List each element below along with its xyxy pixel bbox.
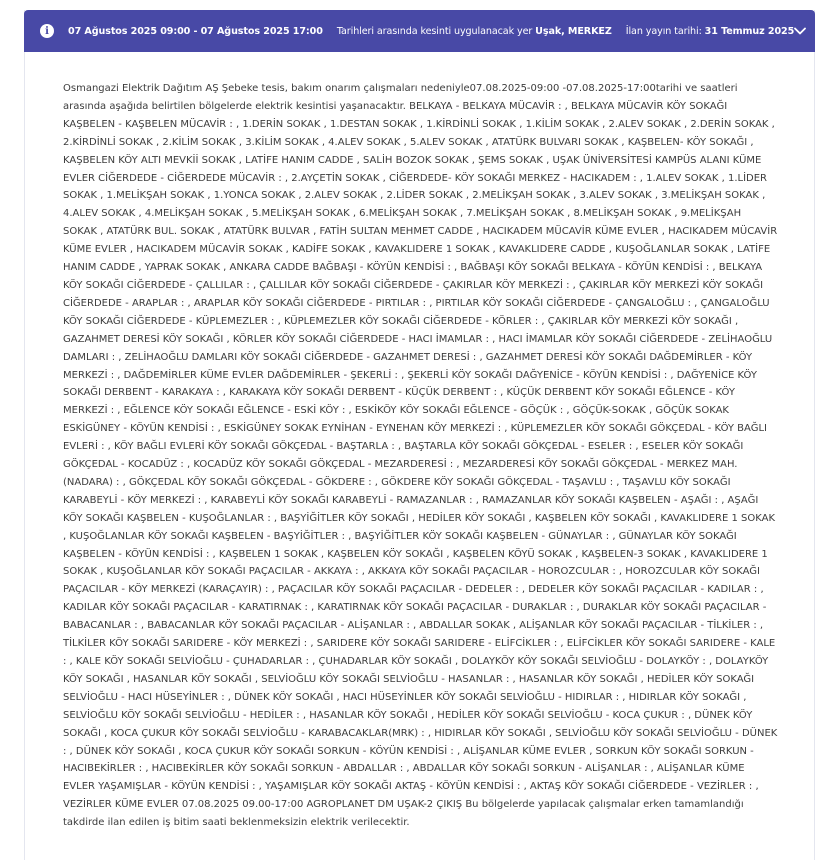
outage-location: Uşak, MERKEZ [535,25,612,37]
outage-notice-body [25,52,814,832]
outage-notice-text: Osmangazi Elektrik Dağıtım AŞ Şebeke tesis, bakım onarım çalışmaları nedeniyle07.08.2025-09:00 -07.08.2025-17:00tarihi ve saatleri arasında aşağıda belirtilen bölgelerde elektrik kesintisi yaşanacaktır. BELKAYA - BELKAYA MÜCAVİR : , BELKAYA MÜCAVİR KÖY SOKAĞI KAŞBELEN - KAŞBELEN MÜCAVİR : , 1.DERİN SOKAK , 1.DESTAN SOKAK , 1.KİRDİNLİ SOKAK , 1.KİLİM SOKAK , 2.ALEV SOKAK , 2.DERİN SOKAK , 2.KİRDİNLİ SOKAK , 2.KİLİM SOKAK , 3.KİLİM SOKAK , 4.ALEV SOKAK , 5.ALEV SOKAK , ATATÜRK BULVARI SOKAK , KAŞBELEN- KÖY SOKAĞI , KAŞBELEN KÖY ALTI MEVKİİ SOKAK , LATİFE HANIM CADDE , SALİH BOZOK SOKAK , ŞEMS SOKAK , UŞAK ÜNİVERSİTESİ KAMPÜS ALANI KÜME EVLER CİĞERDEDE - CİĞERDEDE MÜCAVİR : , 2.AYÇETİN SOKAK , CİĞERDEDE- KÖY SOKAĞI MERKEZ - HACIKADEM : , 1.ALEV SOKAK , 1.LİDER SOKAK , 1.MELİKŞAH SOKAK , 1.YONCA SOKAK , 2.ALEV SOKAK , 2.LİDER SOKAK , 2.MELİKŞAH SOKAK , 3.ALEV SOKAK , 3.MELİKŞAH SOKAK , 4.ALEV SOKAK , 4.MELİKŞAH SOKAK , 5.MELİKŞAH SOKAK , 6.MELİKŞAH SOKAK , 7.MELİKŞAH SOKAK , 8.MELİKŞAH SOKAK , 9.MELİKŞAH SOKAK , ATATÜRK BUL. SOKAK , ATATÜRK BULVAR , FATİH SULTAN MEHMET CADDE , HACIKADEM MÜCAVİR KÜME EVLER , HACIKADEM MÜCAVİR KÜME EVLER , HACIKADEM MÜCAVİR SOKAK , KADİFE SOKAK , KAVAKLIDERE 1 SOKAK , KAVAKLIDERE CADDE , KUŞOĞLANLAR SOKAK , LATİFE HANIM CADDE , YAPRAK SOKAK , ANKARA CADDE BAĞBAŞI - KÖYÜN KENDİSİ : , BAĞBAŞI KÖY SOKAĞI BELKAYA - KÖYÜN KENDİSİ : , BELKAYA KÖY SOKAĞI CİĞERDEDE - ÇALLILAR : , ÇALLILAR KÖY SOKAĞI CİĞERDEDE - ÇAKIRLAR KÖY MERKEZİ : , ÇAKIRLAR KÖY MERKEZİ KÖY SOKAĞI CİĞERDEDE - ARAPLAR : , ARAPLAR KÖY SOKAĞI CİĞERDEDE - PIRTILAR : , PIRTILAR KÖY SOKAĞI CİĞERDEDE - ÇANGALOĞLU : , ÇANGALOĞLU KÖY SOKAĞI CİĞERDEDE - KÜPLEMEZLER : , KÜPLEMEZLER KÖY SOKAĞI CİĞERDEDE - KÖRLER : , ÇAKIRLAR KÖY MERKEZİ KÖY SOKAĞI , GAZAHMET DERESİ KÖY SOKAĞI , KÖRLER KÖY SOKAĞI CİĞERDEDE - HACI İMAMLAR : , HACI İMAMLAR KÖY SOKAĞI CİĞERDEDE - ZELİHAOĞLU DAMLARI : , ZELİHAOĞLU DAMLARI KÖY SOKAĞI CİĞERDEDE - GAZAHMET DERESİ : , GAZAHMET DERESİ KÖY SOKAĞI DAĞDEMİRLER - KÖY MERKEZİ : , DAĞDEMİRLER KÜME EVLER DAĞDEMİRLER - ŞEKERLİ : , ŞEKERLİ KÖY SOKAĞI DAĞYENİCE - KÖYÜN KENDİSİ : , DAĞYENİCE KÖY SOKAĞI DERBENT - KARAKAYA : , KARAKAYA KÖY SOKAĞI DERBENT - KÜÇÜK DERBENT : , KÜÇÜK DERBENT KÖY SOKAĞI EĞLENCE - KÖY MERKEZİ : , EĞLENCE KÖY SOKAĞI EĞLENCE - ESKİ KÖY : , ESKİKÖY KÖY SOKAĞI EĞLENCE - GÖÇÜK : , GÖÇÜK-SOKAK , GÖÇÜK SOKAK ESKİGÜNEY - KÖYÜN KENDİSİ : , ESKİGÜNEY SOKAK EYNİHAN - EYNEHAN KÖY MERKEZİ : , KÜPLEMEZLER KÖY SOKAĞI GÖKÇEDAL - KÖY BAĞLI EVLERİ : , KÖY BAĞLI EVLERİ KÖY SOKAĞI GÖKÇEDAL - BAŞTARLA : , BAŞTARLA KÖY SOKAĞI GÖKÇEDAL - ESELER : , ESELER KÖY SOKAĞI GÖKÇEDAL - KOCADÜZ : , KOCADÜZ KÖY SOKAĞI GÖKÇEDAL - MEZARDERESİ : , MEZARDERESİ KÖY SOKAĞI GÖKÇEDAL - MERKEZ MAH. (NADARA) : , GÖKÇEDAL KÖY SOKAĞI GÖKÇEDAL - GÖKDERE : , GÖKDERE KÖY SOKAĞI GÖKÇEDAL - TAŞAVLU : , TAŞAVLU KÖY SOKAĞI KARABEYLİ - KÖY MERKEZİ : , KARABEYLİ KÖY SOKAĞI KARABEYLİ - RAMAZANLAR : , RAMAZANLAR KÖY SOKAĞI KAŞBELEN - AŞAĞI : , AŞAĞI KÖY SOKAĞI KAŞBELEN - KUŞOĞLANLAR : , BAŞYİĞİTLER KÖY SOKAĞI , HEDİLER KÖY SOKAĞI , KAŞBELEN KÖY SOKAĞI , KAVAKLIDERE 1 SOKAK , KUŞOĞLANLAR KÖY SOKAĞI KAŞBELEN - BAŞYİĞİTLER : , BAŞYİĞİTLER KÖY SOKAĞI KAŞBELEN - GÜNAYLAR : , GÜNAYLAR KÖY SOKAĞI KAŞBELEN - KÖYÜN KENDİSİ : , KAŞBELEN 1 SOKAK , KAŞBELEN KÖY SOKAĞI , KAŞBELEN KÖYÜ SOKAK , KAŞBELEN-3 SOKAK , KAVAKLIDERE 1 SOKAK , KUŞOĞLANLAR KÖY SOKAĞI PAÇACILAR - AKKAYA : , AKKAYA KÖY SOKAĞI PAÇACILAR - HOROZCULAR : , HOROZCULAR KÖY SOKAĞI PAÇACILAR - KÖY MERKEZİ (KARAÇAYIR) : , PAÇACILAR KÖY SOKAĞI PAÇACILAR - DEDELER : , DEDELER KÖY SOKAĞI PAÇACILAR - KADILAR : , KADILAR KÖY SOKAĞI PAÇACILAR - KARATIRNAK : , KARATIRNAK KÖY SOKAĞI PAÇACILAR - DURAKLAR : , DURAKLAR KÖY SOKAĞI PAÇACILAR - BABACANLAR : , BABACANLAR KÖY SOKAĞI PAÇACILAR - ALİŞANLAR : , ABDALLAR SOKAK , ALİŞANLAR KÖY SOKAĞI PAÇACILAR - TİLKİLER : , TİLKİLER KÖY SOKAĞI SARIDERE - KÖY MERKEZİ : , SARIDERE KÖY SOKAĞI SARIDERE - ELİFCİKLER : , ELİFCİKLER KÖY SOKAĞI SARIDERE - KALE : , KALE KÖY SOKAĞI SELVİOĞLU - ÇUHADARLAR : , ÇUHADARLAR KÖY SOKAĞI , DOLAYKÖY KÖY SOKAĞI SELVİOĞLU - DOLAYKÖY : , DOLAYKÖY KÖY SOKAĞI , HASANLAR KÖY SOKAĞI , SELVİOĞLU KÖY SOKAĞI SELVİOĞLU - HASANLAR : , HASANLAR KÖY SOKAĞI , HEDİLER KÖY SOKAĞI SELVİOĞLU - HACI HÜSEYİNLER : , DÜNEK KÖY SOKAĞI , HACI HÜSEYİNLER KÖY SOKAĞI SELVİOĞLU - HIDIRLAR : , HIDIRLAR KÖY SOKAĞI , SELVİOĞLU KÖY SOKAĞI SELVİOĞLU - HEDİLER : , HASANLAR KÖY SOKAĞI , HEDİLER KÖY SOKAĞI SELVİOĞLU - KOCA ÇUKUR : , DÜNEK KÖY SOKAĞI , KOCA ÇUKUR KÖY SOKAĞI SELVİOĞLU - KARABACAKLAR(MRK) : , HIDIRLAR KÖY SOKAĞI , SELVİOĞLU KÖY SOKAĞI SELVİOĞLU - DÜNEK : , DÜNEK KÖY SOKAĞI , KOCA ÇUKUR KÖY SOKAĞI SORKUN - KÖYÜN KENDİSİ : , ALİŞANLAR KÜME EVLER , SORKUN KÖY SOKAĞI SORKUN - HACIBEKİRLER : , HACIBEKİRLER KÖY SOKAĞI SORKUN - ABDALLAR : , ABDALLAR KÖY SOKAĞI SORKUN - ALİŞANLAR : , ALİŞANLAR KÜME EVLER YAŞAMIŞLAR - KÖYÜN KENDİSİ : , YAŞAMIŞLAR KÖY SOKAĞI AKTAŞ - KÖYÜN KENDİSİ : , AKTAŞ KÖY SOKAĞI CİĞERDEDE - VEZİRLER : , VEZİRLER KÜME EVLER 07.08.2025 09.00-17:00 AGROPLANET DM UŞAK-2 ÇIKIŞ Bu bölgelerde yapılacak çalışmalar erken tamamlandığı takdirde ilan edilen iş bitim saati beklenmeksizin elektrik verilecektir. [63,83,778,829]
header-text [68,26,794,37]
publish-prefix: İlan yayın tarihi: [625,25,702,37]
outage-notice-header[interactable] [24,10,815,52]
location-prefix: Tarihleri arasında kesinti uygulanacak yer [336,25,533,37]
outage-notice-card [24,10,815,860]
info-icon: i [40,24,54,38]
publish-date: 31 Temmuz 2025 [704,25,795,37]
outage-date-range: 07 Ağustos 2025 09:00 - 07 Ağustos 2025 17:00 [68,25,323,37]
chevron-down-icon[interactable] [794,23,806,39]
